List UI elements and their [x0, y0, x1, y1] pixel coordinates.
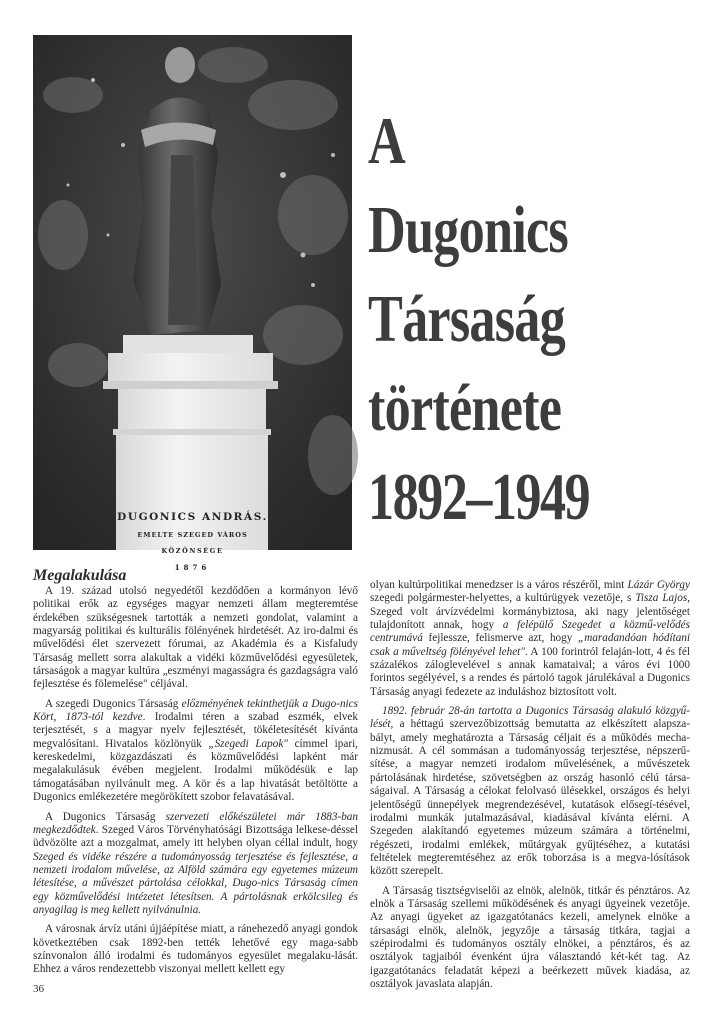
title-years: 1892–1949: [368, 460, 590, 534]
statue-photo: [33, 35, 352, 572]
text-run: A városnak árvíz utáni újjáépítése miatt, a ránehezedő anyagi gondok következtében csak 1892-ben tették lehetővé egy maga-sabb színvonalon álló irodalmi és tudományos egyesület megalaku-lását. Ehhez a város rendezettebb viszonyai mellett kellett egy: [33, 923, 358, 976]
inscription-name: DUGONICS ANDRÁS.: [117, 511, 268, 523]
italic-text: Szeged és vidéke részére a tudományosság terjesztése és fejlesztése, a nemzeti irodalom művelése, az Alföld számára egy egyetemes múzeum létesítése, a művészet pártolása célokkal, Dugo-nics Társaság címen egy közművelődési intézetet létesítsen. A pártolásnak erkölcsileg és anyagilag is meg kellett nyilvánulnia.: [33, 850, 358, 916]
text-run: címmel ipari, kereskedelmi, közgazdászati és közművelődési lapként már megalakulásuk évében megjelent. Irodalmi működésük e lap támogatásában nyilvánult meg. A kör és a lap hivatását betöltötte a Dugonics emlékezetére megörökített szobor felavatásával.: [33, 737, 358, 804]
italic-text: 1892. február 28-án tartotta a Dugonics Társaság alakuló közgyű-lését: [370, 705, 690, 731]
body-paragraph: [370, 579, 690, 699]
italic-text: előzményének tekinthetjük a Dugo-nics Kört, 1873-tól kezdve: [33, 697, 358, 724]
text-run: , a héttagú szervezőbizottság bemutatta az elkészített alapsza-bályt, amely meghatározta a Társaság céljait és a működés mecha-nizmusát. A cél sommásan a tudományosság terjesztése, népszerű-sítése, a magyar nemzeti irodalom művelésének, a művészetek pártolásának hirdetése, szövetségben az ország hasonló célú társa-ságaival. A Társaság a célokat felolvasó ülésekkel, országos és helyi jelentőségű ünnepélyek megrendezésével, kutatások elősegí-tésével, irodalmi munkák jutalmazásával, kiadásával kívánta elérni. A Szegeden alakítandó egyetemes múzeum számára a történelmi, régészeti, irodalmi emlékek, műtárgyak gyűjtéséhez, a kutatási feltételek megteremtéséhez az erők toborzása is a megva-lósítások között szerepelt.: [370, 718, 690, 878]
title-line-4: története: [368, 371, 562, 445]
title-line-3: Társaság: [368, 282, 566, 356]
text-run: . A 100 forintról felaján-lott, 4 és fél százalékos záloglevelével s annak kamataival; a város évi 1000 forintos segélyével, s a rendes és pártoló tagok járulékával a Dugonics Társaság anyagi fedezete az induláshoz biztosított volt.: [370, 645, 690, 698]
left-column: [33, 568, 358, 983]
text-run: A Dugonics Társaság: [45, 810, 166, 823]
text-run: . Szeged Város Törvényhatósági Bizottsága lelkese-déssel üdvözölte azt a mozgalmat, amely itt helyben olyan céllal indult, hogy: [33, 823, 358, 850]
body-paragraph: [33, 811, 358, 918]
body-paragraph: [33, 698, 358, 805]
italic-text: a felépülő Szegedet a közmű-velődés centrumává: [370, 619, 690, 645]
text-run: A szegedi Dugonics Társaság: [45, 697, 182, 710]
inscription-year: 1876: [174, 563, 211, 572]
inscription-line-2: EMELTE SZEGED VÁROS: [137, 531, 248, 539]
italic-text: „Szegedi Lapok": [208, 737, 288, 750]
right-column: [370, 579, 690, 997]
body-paragraph: [370, 885, 690, 992]
inscription-line-3: KÖZÖNSÉGE: [161, 547, 224, 555]
italic-text: szervezeti előkészületei már 1883-ban megkezdődtek: [33, 810, 358, 836]
page-number: 36: [33, 983, 44, 995]
left-column-body: [33, 585, 358, 977]
italic-text: „maradandóan hódítani csak a műveltség fölényével lehet": [370, 632, 690, 658]
text-run: , Szeged volt árvízvédelmi kormánybiztosa, aki nagy jelentőséget tulajdonított annak, hogy: [370, 592, 690, 632]
body-paragraph: [33, 923, 358, 976]
title-line-2: Dugonics: [368, 193, 568, 267]
text-run: fejlessze, felismerve azt, hogy: [422, 632, 579, 645]
text-run: A 19. század utolsó negyedétől kezdődően a kormányon lévő politikai erők az egységes magyar nemzeti állam megteremtése érdekében szükségesnek tartották a nemzeti gondolat, valamint a magyarság politikai és kulturális fölényének hirdetését. Az iro-dalmi és művelődési élet szervezett fórumai, az Akadémia és a Kisfaludy Társaság mellett sorra alakultak a vidéki közművelődési egyesületek, társaságok a magyar kultúra „eszményi magasságra és gazdagságra való fejlesztése és fölemelése" céljával.: [33, 585, 358, 691]
page-title: [368, 97, 589, 542]
text-run: . Irodalmi téren a szabad eszmék, elvek terjesztését, s a magyar nyelv fejlesztését, tökéletesítését kívánta megvalósítani. Hivatalos közlönyük: [33, 711, 358, 750]
body-paragraph: [33, 585, 358, 692]
italic-text: Lázár György: [627, 579, 690, 591]
body-paragraph: [370, 705, 690, 878]
right-column-body: [370, 579, 690, 991]
title-line-1: A: [368, 104, 405, 178]
text-run: olyan kultúrpolitikai menedzser is a város részéről, mint: [370, 579, 628, 591]
italic-text: Tisza Lajos: [635, 592, 688, 605]
text-run: A Társaság tisztségviselői az elnök, alelnök, titkár és pénztáros. Az elnök a Társaság szellemi működésének és anyagi ügyeinek vezetője. Az anyagi ügyeket az igazgatótanács kezeli, amelynek elnöke a társasági elnök, alelnök, jegyzője a társaság titkára, tagjai a szépirodalmi és tudományos osztály elnökei, a pénztáros, és az osztályok tagjaiból évenként újra választandó két-két tag. Az igazgatótanács feladatát képezi a beérkezett művek kiadása, az osztályok javaslata alapján.: [370, 884, 690, 990]
section-heading: Megalakulása: [33, 567, 127, 584]
text-run: szegedi polgármester-helyettes, a kultúrügyek vezetője, s: [370, 592, 636, 605]
statue-photo-illustration: [33, 35, 352, 550]
